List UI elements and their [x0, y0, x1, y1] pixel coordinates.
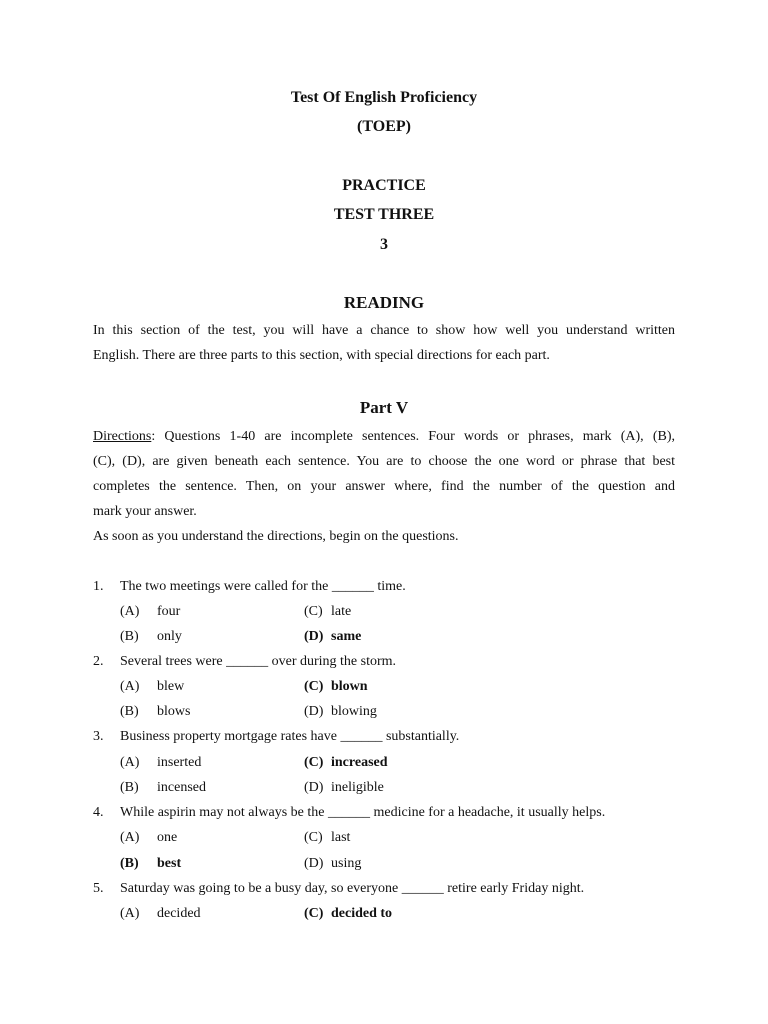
section-intro — [93, 318, 675, 368]
question-text: While aspirin may not always be the ______ medicine for a headache, it usually helps. — [120, 805, 606, 820]
options-row — [0, 753, 768, 773]
question-number: 5. — [93, 881, 104, 896]
option-text: four — [157, 604, 181, 619]
directions-label: Directions — [93, 429, 152, 444]
option-text: inserted — [157, 755, 202, 770]
option-text: blew — [157, 679, 185, 694]
directions-line: completes the sentence. Then, on your answer where, find the number of the question and — [93, 479, 675, 494]
option-label: (A) — [120, 830, 140, 845]
correct-option-text: blown — [331, 679, 368, 694]
question-text: Several trees were ______ over during the storm. — [120, 654, 397, 669]
options-row — [0, 828, 768, 848]
directions-line: (C), (D), are given beneath each sentence. You are to choose the one word or phrase that best — [93, 454, 675, 469]
option-label: (A) — [120, 755, 140, 770]
correct-option-text: decided to — [331, 906, 393, 921]
correct-option-label: (B) — [120, 856, 139, 871]
directions-line — [93, 424, 675, 449]
directions-text: : Questions 1-40 are incomplete sentences. Four words or phrases, mark (A), (B), — [151, 429, 675, 444]
directions-paragraph — [93, 424, 675, 549]
option-text: late — [331, 604, 352, 619]
correct-option-label: (D) — [304, 629, 324, 644]
option-label: (A) — [120, 604, 140, 619]
options-row — [0, 677, 768, 697]
test-name: TEST THREE — [333, 206, 435, 223]
option-text: only — [157, 629, 182, 644]
question-row — [0, 577, 768, 597]
begin-note: As soon as you understand the directions, begin on the questions. — [93, 529, 459, 544]
options-row — [0, 702, 768, 722]
option-label: (C) — [304, 830, 323, 845]
part-heading: Part V — [359, 398, 409, 417]
section-heading: READING — [343, 293, 425, 312]
correct-option-text: best — [157, 856, 182, 871]
option-label: (B) — [120, 780, 139, 795]
options-row — [0, 627, 768, 647]
options-row — [0, 778, 768, 798]
question-number: 3. — [93, 729, 104, 744]
correct-option-label: (C) — [304, 906, 324, 921]
question-number: 2. — [93, 654, 104, 669]
options-row — [0, 904, 768, 924]
practice-label: PRACTICE — [342, 177, 426, 194]
question-text: Business property mortgage rates have ______ substantially. — [120, 729, 460, 744]
options-row — [0, 602, 768, 622]
question-row — [0, 803, 768, 823]
question-number: 1. — [93, 579, 104, 594]
question-text: Saturday was going to be a busy day, so everyone ______ retire early Friday night. — [120, 881, 585, 896]
options-row — [0, 854, 768, 874]
option-label: (A) — [120, 906, 140, 921]
option-text: last — [331, 830, 351, 845]
option-text: blowing — [331, 704, 377, 719]
option-label: (D) — [304, 704, 324, 719]
option-text: one — [157, 830, 178, 845]
intro-line: English. There are three parts to this section, with special directions for each part. — [93, 348, 550, 363]
correct-option-text: same — [331, 629, 362, 644]
question-number: 4. — [93, 805, 104, 820]
correct-option-text: increased — [331, 755, 388, 770]
option-label: (C) — [304, 604, 323, 619]
correct-option-label: (C) — [304, 679, 324, 694]
document-subtitle: (TOEP) — [357, 118, 411, 135]
option-label: (D) — [304, 856, 324, 871]
document-title: Test Of English Proficiency — [290, 89, 478, 106]
option-label: (B) — [120, 629, 139, 644]
option-label: (A) — [120, 679, 140, 694]
option-label: (B) — [120, 704, 139, 719]
option-label: (D) — [304, 780, 324, 795]
intro-line: In this section of the test, you will have a chance to show how well you understand written — [93, 323, 675, 338]
question-row — [0, 652, 768, 672]
directions-line: mark your answer. — [93, 504, 197, 519]
option-text: using — [331, 856, 362, 871]
option-text: decided — [157, 906, 201, 921]
option-text: incensed — [157, 780, 206, 795]
question-row — [0, 727, 768, 747]
test-number: 3 — [380, 236, 388, 253]
correct-option-label: (C) — [304, 755, 324, 770]
question-row — [0, 879, 768, 899]
option-text: ineligible — [331, 780, 384, 795]
option-text: blows — [157, 704, 191, 719]
question-text: The two meetings were called for the ______ time. — [120, 579, 406, 594]
